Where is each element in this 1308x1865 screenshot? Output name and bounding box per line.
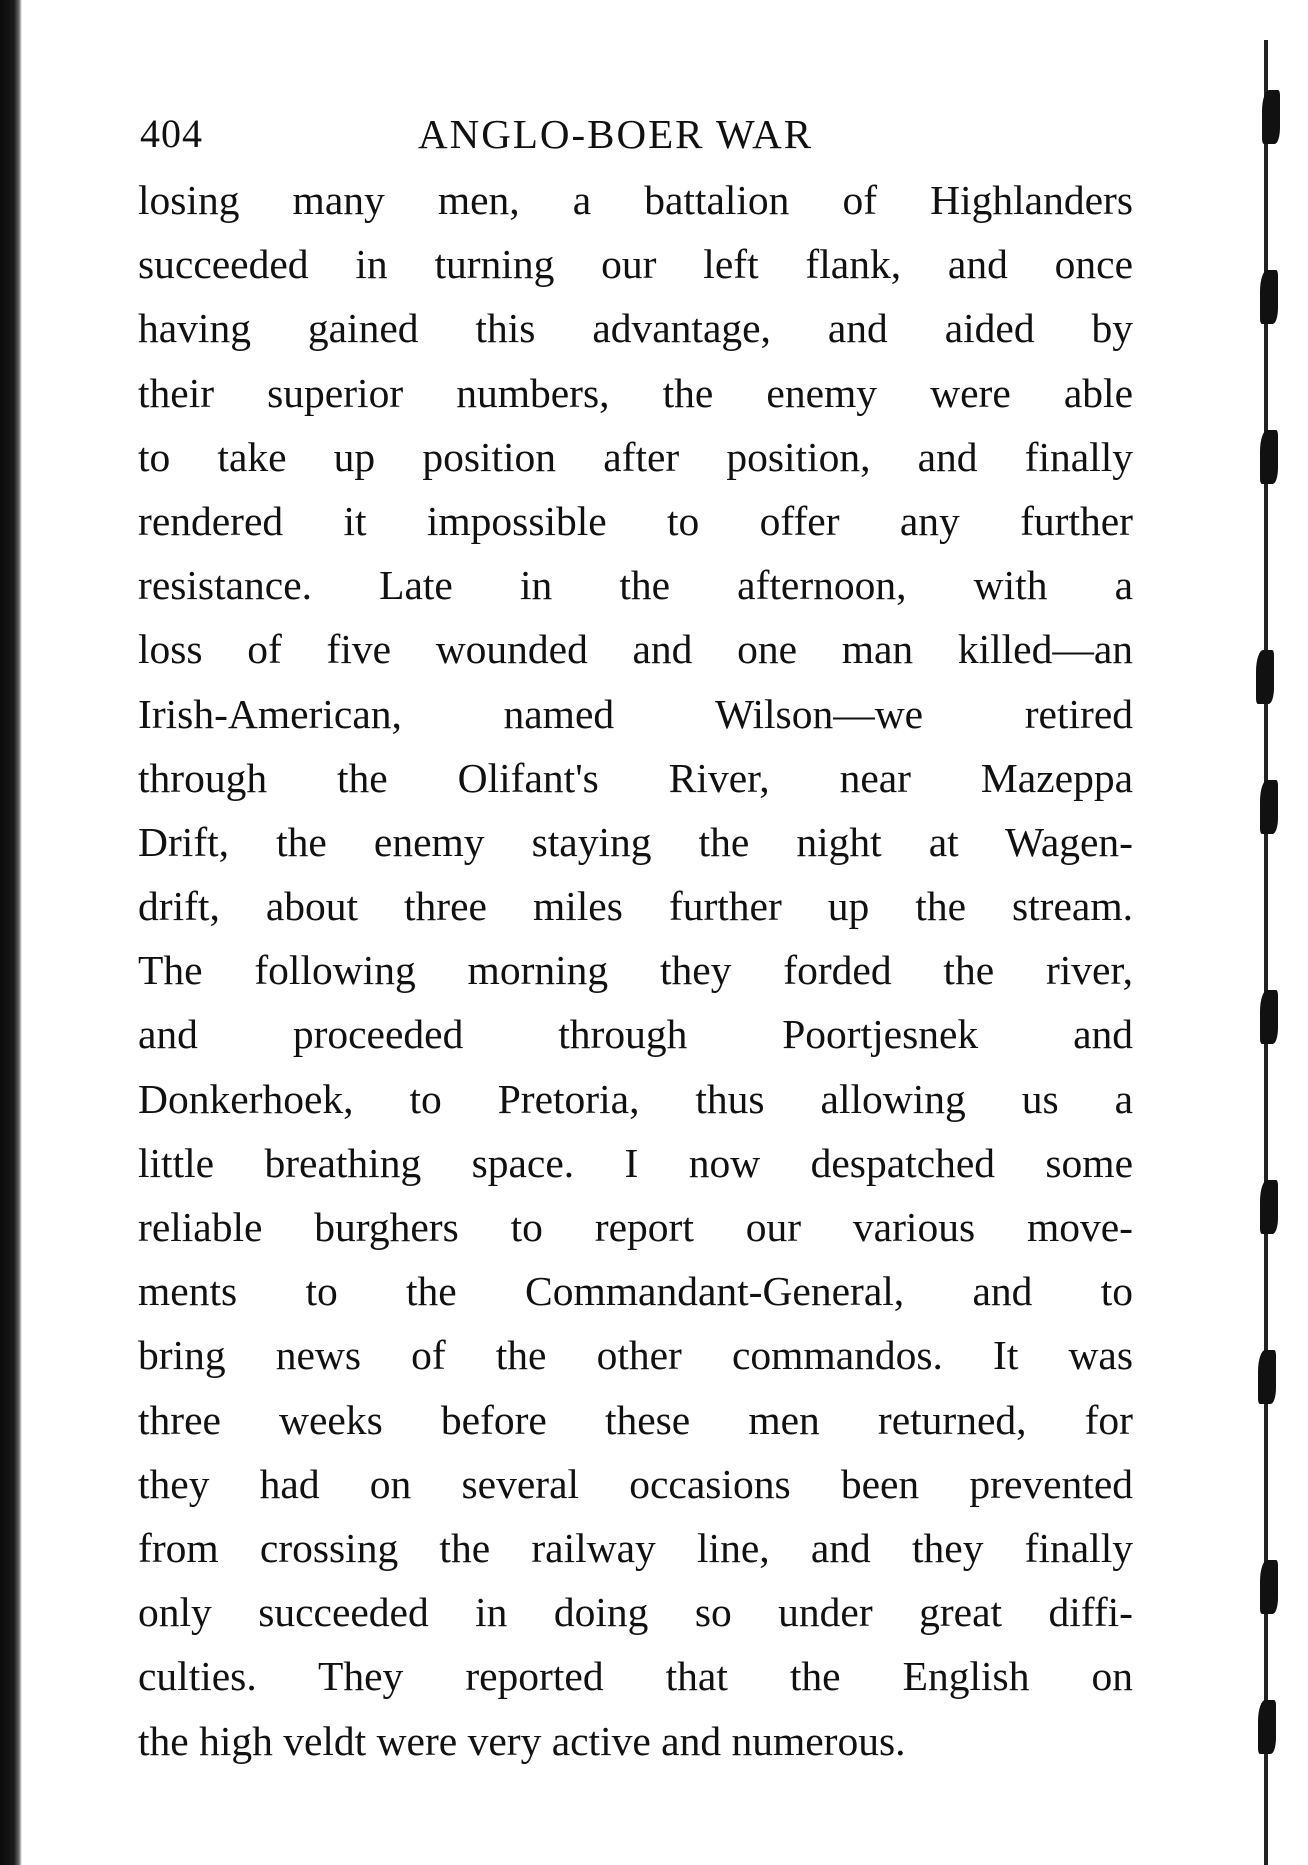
text-line: loss of five wounded and one man killed—an [138, 626, 1133, 673]
page-edge-mark [1260, 270, 1278, 324]
text-line: Drift, the enemy staying the night at Wagen- [138, 818, 1133, 865]
text-line: ments to the Commandant-General, and to [138, 1268, 1133, 1315]
body-text [138, 168, 1138, 1773]
text-line: to take up position after position, and finally [138, 433, 1133, 480]
text-line: having gained this advantage, and aided by [138, 305, 1133, 352]
text-line: losing many men, a battalion of Highlanders [138, 177, 1133, 223]
page-edge-mark [1258, 1700, 1276, 1754]
text-line: their superior numbers, the enemy were able [138, 369, 1133, 416]
page-edge-mark [1260, 1180, 1278, 1234]
text-line: culties. They reported that the English on [138, 1653, 1133, 1700]
text-line: through the Olifant's River, near Mazeppa [138, 754, 1133, 801]
page-edge-mark [1256, 650, 1274, 704]
text-line: the high veldt were very active and numerous. [138, 1717, 906, 1764]
text-line: bring news of the other commandos. It was [138, 1332, 1133, 1379]
text-line: from crossing the railway line, and they finally [138, 1524, 1133, 1571]
page-edge-mark [1260, 990, 1278, 1044]
page-edge-mark [1258, 1350, 1276, 1404]
text-line: Donkerhoek, to Pretoria, thus allowing us a [138, 1075, 1133, 1122]
page-edge-mark [1260, 430, 1278, 484]
text-line: The following morning they forded the river, [138, 947, 1133, 994]
running-head: ANGLO-BOER WAR [418, 111, 814, 157]
text-line: succeeded in turning our left flank, and once [138, 241, 1133, 288]
text-line: three weeks before these men returned, for [138, 1396, 1133, 1443]
text-line: Irish-American, named Wilson—we retired [138, 690, 1133, 737]
text-line: reliable burghers to report our various move- [138, 1204, 1133, 1250]
page-number: 404 [140, 111, 203, 156]
text-line: drift, about three miles further up the stream. [138, 883, 1133, 930]
text-line: rendered it impossible to offer any further [138, 497, 1133, 544]
book-binding-edge [0, 0, 22, 1865]
text-line: only succeeded in doing so under great diffi- [138, 1589, 1133, 1636]
page-edge-mark [1260, 780, 1278, 834]
text-line: they had on several occasions been prevented [138, 1460, 1133, 1507]
page-edge-mark [1262, 90, 1280, 144]
page-edge-mark [1260, 1560, 1278, 1614]
text-line: and proceeded through Poortjesnek and [138, 1011, 1133, 1058]
text-line: resistance. Late in the afternoon, with a [138, 562, 1133, 609]
text-line: little breathing space. I now despatched some [138, 1139, 1133, 1186]
page-header [138, 110, 1138, 168]
book-page [138, 110, 1138, 1773]
